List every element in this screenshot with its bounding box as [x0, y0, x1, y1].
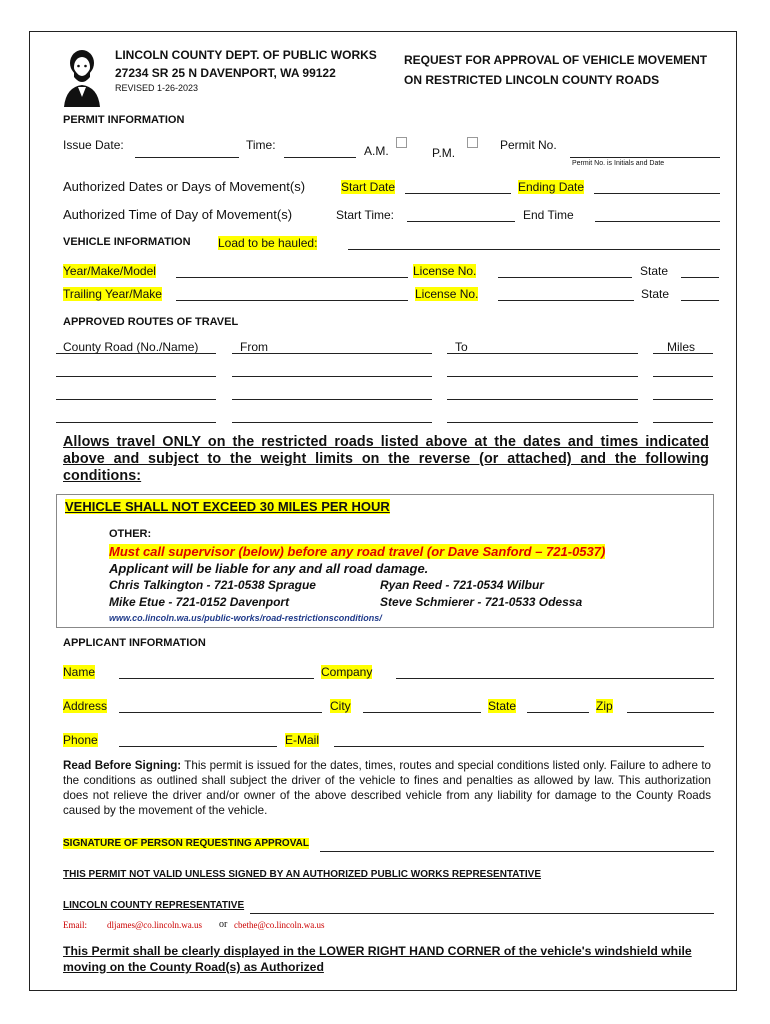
license-field[interactable] — [498, 277, 632, 278]
email-link-1[interactable]: dljames@co.lincoln.wa.us — [107, 920, 203, 930]
col-road-header: County Road (No./Name) — [63, 340, 199, 354]
end-time-label: End Time — [523, 208, 574, 222]
route-row-3-road[interactable] — [56, 422, 216, 423]
start-time-field[interactable] — [407, 221, 515, 222]
route-row-2-miles[interactable] — [653, 399, 713, 400]
display-notice: This Permit shall be clearly displayed in the LOWER RIGHT HAND CORNER of the vehicle's windshield while moving on the County Road(s) as Authorized — [63, 944, 692, 974]
start-date-field[interactable] — [405, 193, 511, 194]
zip-field[interactable] — [627, 712, 714, 713]
speed-limit: VEHICLE SHALL NOT EXCEED 30 MILES PER HOUR — [65, 499, 390, 514]
county-seal-icon — [60, 47, 104, 107]
contact-4: Steve Schmierer - 721-0533 Odessa — [380, 595, 583, 609]
state-applicant-field[interactable] — [527, 712, 589, 713]
company-label: Company — [321, 665, 373, 679]
conditions-text: Allows travel ONLY on the restricted roads listed above at the dates and times indicated above and subject to the weight limits on the reverse (or attached) and the following conditions: — [63, 434, 709, 484]
pm-label: P.M. — [432, 146, 456, 160]
name-field[interactable] — [119, 678, 314, 679]
license2-label: License No. — [415, 287, 479, 301]
email-or: or — [219, 919, 228, 930]
zip-label: Zip — [596, 699, 613, 713]
address-label: Address — [63, 699, 108, 713]
form-title-2: ON RESTRICTED LINCOLN COUNTY ROADS — [404, 73, 660, 87]
state2-field[interactable] — [681, 300, 719, 301]
route-header-line — [653, 353, 713, 354]
route-row-1-to[interactable] — [447, 376, 638, 377]
start-time-label: Start Time: — [336, 208, 395, 222]
rep-label: LINCOLN COUNTY REPRESENTATIVE — [63, 900, 245, 911]
route-row-3-miles[interactable] — [653, 422, 713, 423]
state-applicant-label: State — [488, 699, 517, 713]
read-before-signing: Read Before Signing: This permit is issued for the dates, times, routes and special conditions listed only. Failure to adhere to the conditions as outlined shall subject the driver of the vehicle to fines and penalties as allowed by law. This authorization does not relieve the driver and/or owner of the above described vehicle from any liability for damage to the County Roads caused by the movement of the vehicle. — [63, 759, 711, 817]
license2-field[interactable] — [498, 300, 634, 301]
call-supervisor: Must call supervisor (below) before any road travel (or Dave Sanford – 721-0537) — [109, 544, 606, 559]
contact-2: Ryan Reed - 721-0534 Wilbur — [380, 578, 544, 592]
ending-date-field[interactable] — [594, 193, 720, 194]
revised-date: REVISED 1-26-2023 — [115, 83, 199, 93]
route-row-3-to[interactable] — [447, 422, 638, 423]
trailing-label: Trailing Year/Make — [63, 287, 162, 301]
dept-address: 27234 SR 25 N DAVENPORT, WA 99122 — [115, 66, 336, 80]
phone-label: Phone — [63, 733, 98, 747]
permit-section-title: PERMIT INFORMATION — [63, 114, 185, 126]
route-header-line — [447, 353, 638, 354]
permit-no-field[interactable] — [570, 157, 720, 158]
time-label: Time: — [246, 138, 276, 152]
contact-3: Mike Etue - 721-0152 Davenport — [109, 595, 290, 609]
ending-date-label: Ending Date — [518, 180, 585, 194]
issue-date-label: Issue Date: — [63, 138, 124, 152]
am-checkbox[interactable] — [394, 137, 407, 155]
route-row-1-miles[interactable] — [653, 376, 713, 377]
state2-label: State — [641, 287, 670, 301]
permit-no-note: Permit No. is Initials and Date — [572, 160, 665, 167]
dept-name: LINCOLN COUNTY DEPT. OF PUBLIC WORKS — [115, 48, 377, 62]
email-label: E-Mail — [285, 733, 320, 747]
restrictions-link[interactable]: www.co.lincoln.wa.us/public-works/road-restrictionsconditions/ — [109, 613, 382, 623]
ymm-field[interactable] — [176, 277, 408, 278]
route-row-3-from[interactable] — [232, 422, 432, 423]
permit-no-label: Permit No. — [500, 138, 557, 152]
vehicle-section-title: VEHICLE INFORMATION — [63, 236, 191, 248]
name-label: Name — [63, 665, 96, 679]
end-time-field[interactable] — [595, 221, 720, 222]
route-header-line — [56, 353, 216, 354]
contact-1: Chris Talkington - 721-0538 Sprague — [109, 578, 316, 592]
phone-field[interactable] — [119, 746, 277, 747]
ymm-label: Year/Make/Model — [63, 264, 156, 278]
state-field[interactable] — [681, 277, 719, 278]
load-label: Load to be hauled: — [218, 236, 318, 250]
signature-field[interactable] — [320, 851, 714, 852]
pm-checkbox[interactable] — [465, 137, 478, 155]
route-header-line — [232, 353, 432, 354]
time-field[interactable] — [284, 157, 356, 158]
city-label: City — [330, 699, 351, 713]
start-date-label: Start Date — [341, 180, 396, 194]
other-label: OTHER: — [109, 528, 152, 540]
load-field[interactable] — [348, 249, 720, 250]
company-field[interactable] — [396, 678, 714, 679]
col-from-header: From — [240, 340, 268, 354]
auth-dates-label: Authorized Dates or Days of Movement(s) — [63, 179, 306, 194]
form-title-1: REQUEST FOR APPROVAL OF VEHICLE MOVEMENT — [404, 53, 708, 67]
col-miles-header: Miles — [667, 340, 696, 354]
applicant-section-title: APPLICANT INFORMATION — [63, 637, 206, 649]
am-label: A.M. — [364, 144, 389, 158]
route-row-1-road[interactable] — [56, 376, 216, 377]
email-link-2[interactable]: cbethe@co.lincoln.wa.us — [234, 920, 325, 930]
rep-signature-field[interactable] — [250, 913, 714, 914]
email-label-footer: Email: — [63, 920, 87, 930]
state-label: State — [640, 264, 669, 278]
route-row-2-to[interactable] — [447, 399, 638, 400]
liable-text: Applicant will be liable for any and all road damage. — [109, 561, 429, 576]
issue-date-field[interactable] — [135, 157, 239, 158]
col-to-header: To — [455, 340, 468, 354]
route-row-1-from[interactable] — [232, 376, 432, 377]
trailing-field[interactable] — [176, 300, 408, 301]
auth-time-label: Authorized Time of Day of Movement(s) — [63, 207, 293, 222]
license-label: License No. — [413, 264, 477, 278]
route-row-2-road[interactable] — [56, 399, 216, 400]
routes-section-title: APPROVED ROUTES OF TRAVEL — [63, 316, 239, 328]
not-valid-notice: THIS PERMIT NOT VALID UNLESS SIGNED BY AN AUTHORIZED PUBLIC WORKS REPRESENTATIVE — [63, 869, 541, 880]
city-field[interactable] — [363, 712, 481, 713]
address-field[interactable] — [119, 712, 322, 713]
signature-label: SIGNATURE OF PERSON REQUESTING APPROVAL — [63, 838, 309, 849]
email-field[interactable] — [334, 746, 704, 747]
route-row-2-from[interactable] — [232, 399, 432, 400]
